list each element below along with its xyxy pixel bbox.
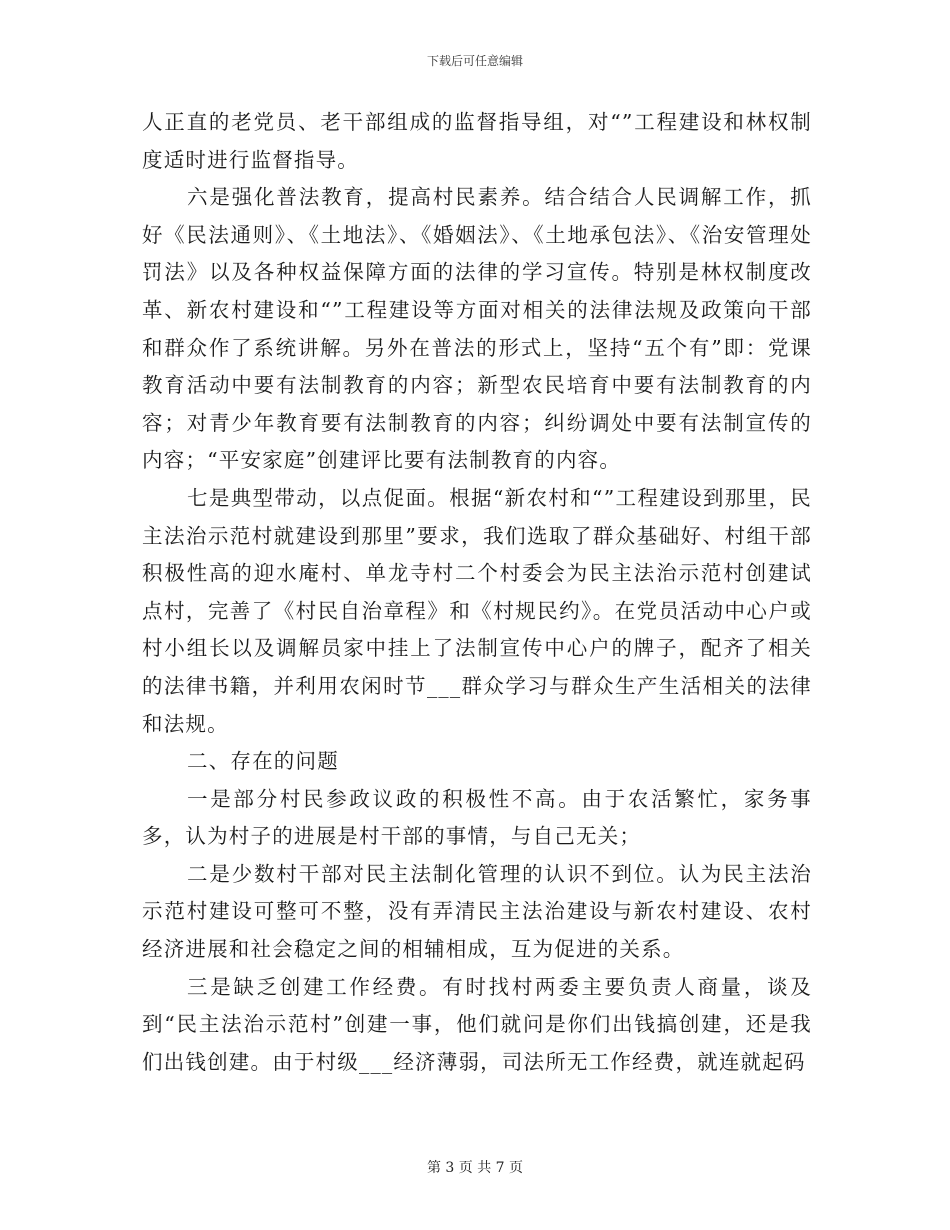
paragraph-3: 七是典型带动，以点促面。根据“新农村和“”工程建设到那里，民主法治示范村就建设到那里”要求，我们选取了群众基础好、村组干部积极性高的迎水庵村、单龙寺村二个村委会为民主法治示范村创建试点村，完善了《村民自治章程》和《村规民约》。在党员活动中心户或村小组长以及调解员家中挂上了法制宣传中心户的牌子，配齐了相关的法律书籍，并利用农闲时节___群众学习与群众生产生活相关的法律和法规。 (142, 485, 812, 736)
page-number: 第 3 页 共 7 页 (426, 1160, 524, 1176)
paragraph-6: 三是缺乏创建工作经费。有时找村两委主要负责人商量，谈及到“民主法治示范村”创建一事，他们就问是你们出钱搞创建，还是我们出钱创建。由于村级___经济薄弱，司法所无工作经费，就连就起码 (142, 974, 812, 1074)
paragraph-4: 一是部分村民参政议政的积极性不高。由于农活繁忙，家务事多，认为村子的进展是村干部的事情，与自己无关； (142, 786, 812, 849)
document-body (142, 104, 812, 1081)
paragraph-5: 二是少数村干部对民主法制化管理的认识不到位。认为民主法治示范村建设可整可不整，没有弄清民主法治建设与新农村建设、农村经济进展和社会稳定之间的相辅相成，互为促进的关系。 (142, 861, 812, 962)
paragraph-2: 六是强化普法教育，提高村民素养。结合结合人民调解工作，抓好《民法通则》、《土地法》、《婚姻法》、《土地承包法》、《治安管理处罚法》以及各种权益保障方面的法律的学习宣传。特别是林权制度改革、新农村建设和“”工程建设等方面对相关的法律法规及政策向干部和群众作了系统讲解。另外在普法的形式上，坚持“五个有”即：党课教育活动中要有法制教育的内容；新型农民培育中要有法制教育的内容；对青少年教育要有法制教育的内容；纠纷调处中要有法制宣传的内容；“平安家庭”创建评比要有法制教育的内容。 (142, 185, 812, 473)
section-heading: 二、存在的问题 (187, 749, 339, 774)
page-header-note: 下载后可任意编辑 (426, 54, 523, 68)
paragraph-1: 人正直的老党员、老干部组成的监督指导组，对“”工程建设和林权制度适时进行监督指导。 (142, 110, 812, 172)
